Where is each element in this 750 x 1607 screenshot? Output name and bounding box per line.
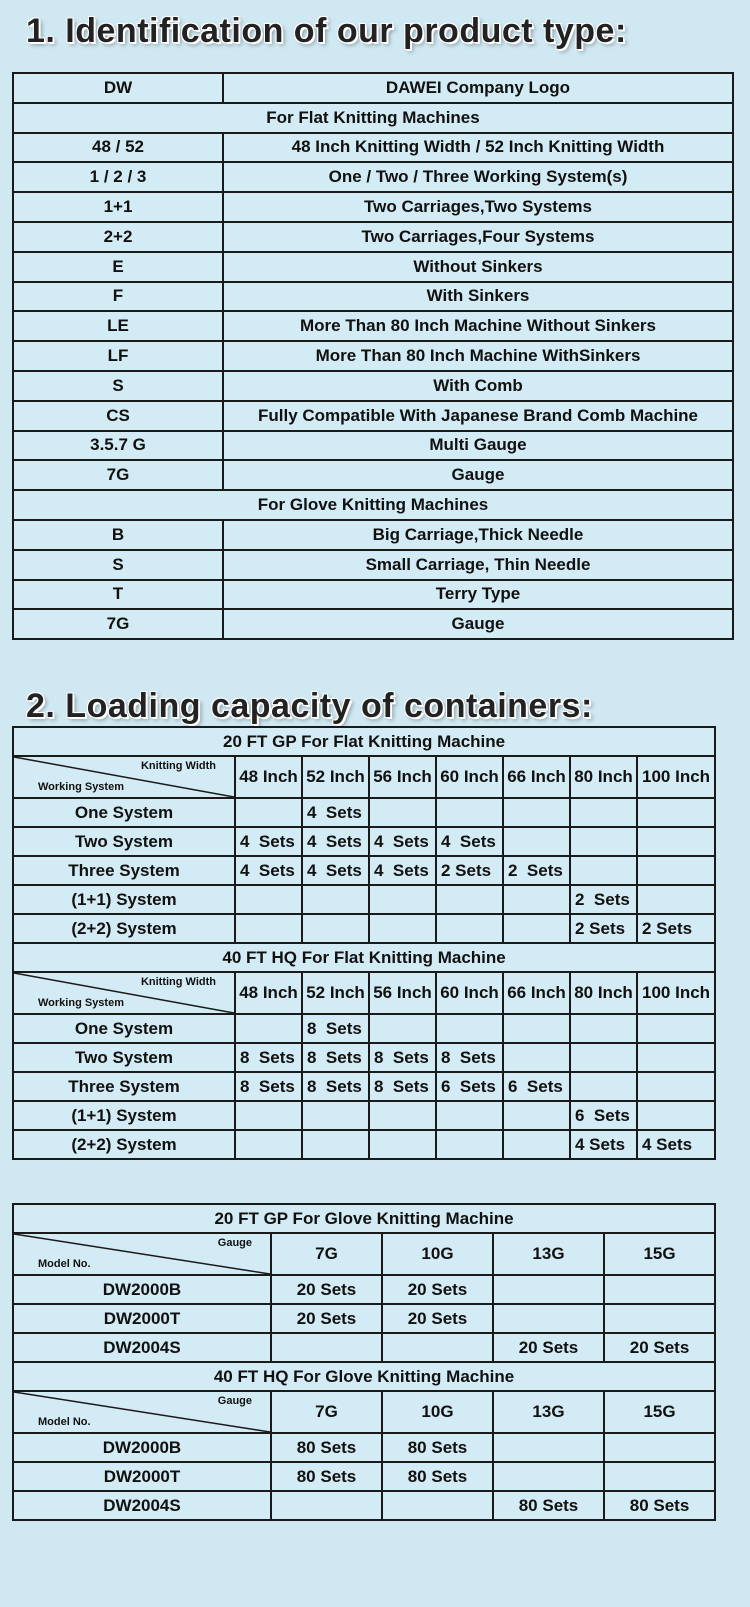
value-cell: 20 Sets [493,1333,604,1362]
description-cell: Small Carriage, Thin Needle [223,550,733,580]
code-cell: 2+2 [13,222,223,252]
value-cell [235,798,302,827]
table-row [13,1304,715,1333]
column-header: 100 Inch [637,756,715,798]
column-header: 56 Inch [369,756,436,798]
value-cell [382,1333,493,1362]
table-row [13,311,733,341]
block-title-row [13,943,715,972]
section-heading-loading-capacity: 2. Loading capacity of containers: [26,687,593,725]
value-cell: 6 Sets [503,1072,570,1101]
block-title-row [13,1204,715,1233]
value-cell [503,1043,570,1072]
code-cell: LE [13,311,223,341]
section-title: For Flat Knitting Machines [13,103,733,133]
description-cell: Two Carriages,Four Systems [223,222,733,252]
value-cell [604,1275,715,1304]
table-row [13,798,715,827]
value-cell [503,914,570,943]
table-row [13,460,733,490]
table-row [13,1014,715,1043]
value-cell: 80 Sets [382,1433,493,1462]
description-cell: One / Two / Three Working System(s) [223,162,733,192]
glove-machine-capacity-table [12,1203,716,1521]
value-cell [604,1433,715,1462]
value-cell [369,1014,436,1043]
block-title: 40 FT HQ For Flat Knitting Machine [13,943,715,972]
code-cell: 7G [13,460,223,490]
table-row [13,1462,715,1491]
product-type-table [12,72,734,640]
code-cell: T [13,580,223,610]
table-row [13,282,733,312]
code-cell: F [13,282,223,312]
value-cell: 80 Sets [271,1462,382,1491]
description-cell: Gauge [223,460,733,490]
table-row [13,1275,715,1304]
column-header: 10G [382,1233,493,1275]
value-cell: 4 Sets [436,827,503,856]
table-row [13,609,733,639]
table-row [13,1072,715,1101]
value-cell [637,1101,715,1130]
value-cell [503,798,570,827]
table-row [13,520,733,550]
value-cell: 4 Sets [570,1130,637,1159]
section-row [13,490,733,520]
description-cell: With Comb [223,371,733,401]
value-cell [604,1304,715,1333]
table-row [13,1491,715,1520]
column-header: 10G [382,1391,493,1433]
value-cell [382,1491,493,1520]
value-cell [637,1043,715,1072]
description-cell: Terry Type [223,580,733,610]
value-cell [637,885,715,914]
value-cell: 2 Sets [637,914,715,943]
value-cell: 20 Sets [604,1333,715,1362]
value-cell: 20 Sets [382,1304,493,1333]
column-header: 52 Inch [302,972,369,1014]
table-row [13,914,715,943]
block-title-row [13,727,715,756]
column-axis-label: Gauge [217,1395,252,1407]
block-title-row [13,1362,715,1391]
value-cell [436,1101,503,1130]
value-cell: 20 Sets [271,1275,382,1304]
value-cell [637,827,715,856]
table-row [13,1130,715,1159]
column-header: 48 Inch [235,756,302,798]
value-cell: 8 Sets [235,1072,302,1101]
table-row [13,580,733,610]
header-row [13,972,715,1014]
code-cell: 3.5.7 G [13,431,223,461]
value-cell [493,1304,604,1333]
table-row [13,885,715,914]
column-header: 15G [604,1233,715,1275]
block-title: 40 FT HQ For Glove Knitting Machine [13,1362,715,1391]
value-cell [503,885,570,914]
row-label: (1+1) System [13,885,235,914]
value-cell: 8 Sets [302,1014,369,1043]
value-cell: 80 Sets [604,1491,715,1520]
table-row [13,1433,715,1462]
value-cell: 2 Sets [570,885,637,914]
code-cell: E [13,252,223,282]
table-row [13,856,715,885]
value-cell [503,1014,570,1043]
value-cell [369,1130,436,1159]
value-cell [637,1014,715,1043]
table-row [13,1101,715,1130]
value-cell [369,885,436,914]
value-cell [503,827,570,856]
code-cell: S [13,371,223,401]
value-cell [271,1491,382,1520]
value-cell: 8 Sets [436,1043,503,1072]
value-cell: 8 Sets [369,1072,436,1101]
row-label: Three System [13,856,235,885]
description-cell: 48 Inch Knitting Width / 52 Inch Knitting Width [223,133,733,163]
description-cell: More Than 80 Inch Machine WithSinkers [223,341,733,371]
value-cell [493,1462,604,1491]
value-cell [570,1014,637,1043]
value-cell: 4 Sets [637,1130,715,1159]
value-cell [235,885,302,914]
table-row [13,341,733,371]
row-label: (2+2) System [13,1130,235,1159]
table-row [13,1043,715,1072]
value-cell: 8 Sets [235,1043,302,1072]
value-cell [302,914,369,943]
flat-machine-capacity-table [12,726,716,1160]
value-cell [503,1101,570,1130]
row-label: DW2000B [13,1433,271,1462]
description-cell: Gauge [223,609,733,639]
value-cell: 2 Sets [570,914,637,943]
value-cell [302,1101,369,1130]
value-cell [436,798,503,827]
row-label: DW2000T [13,1304,271,1333]
table-row [13,192,733,222]
value-cell [235,914,302,943]
section-row [13,103,733,133]
row-label: Three System [13,1072,235,1101]
diagonal-header-cell [13,1391,271,1433]
description-cell: More Than 80 Inch Machine Without Sinkers [223,311,733,341]
row-label: Two System [13,1043,235,1072]
value-cell [369,914,436,943]
code-cell: 48 / 52 [13,133,223,163]
value-cell [637,856,715,885]
column-header: 13G [493,1391,604,1433]
value-cell: 6 Sets [436,1072,503,1101]
table-row [13,162,733,192]
code-cell: S [13,550,223,580]
value-cell [436,914,503,943]
value-cell [637,798,715,827]
value-cell: 2 Sets [436,856,503,885]
table-row [13,1333,715,1362]
column-header: 56 Inch [369,972,436,1014]
value-cell [503,1130,570,1159]
table-row [13,550,733,580]
header-row [13,1391,715,1433]
column-header: 7G [271,1233,382,1275]
description-cell: Without Sinkers [223,252,733,282]
table-row [13,431,733,461]
row-label: DW2004S [13,1333,271,1362]
column-axis-label: Gauge [217,1237,252,1249]
column-header: 66 Inch [503,972,570,1014]
code-cell: LF [13,341,223,371]
column-header: 52 Inch [302,756,369,798]
value-cell [369,798,436,827]
value-cell [436,885,503,914]
diagonal-header-cell [13,756,235,798]
description-cell: Multi Gauge [223,431,733,461]
value-cell: 80 Sets [493,1491,604,1520]
section-heading-identification: 1. Identification of our product type: [26,12,627,50]
row-label: One System [13,1014,235,1043]
value-cell: 2 Sets [503,856,570,885]
value-cell [570,1043,637,1072]
column-header: 80 Inch [570,972,637,1014]
description-cell: Fully Compatible With Japanese Brand Comb Machine [223,401,733,431]
description-cell: With Sinkers [223,282,733,312]
value-cell: 4 Sets [369,827,436,856]
table-row [13,73,733,103]
description-cell: Big Carriage,Thick Needle [223,520,733,550]
value-cell [369,1101,436,1130]
column-header: 100 Inch [637,972,715,1014]
block-title: 20 FT GP For Flat Knitting Machine [13,727,715,756]
code-cell: 7G [13,609,223,639]
value-cell: 80 Sets [382,1462,493,1491]
table-row [13,371,733,401]
code-cell: 1 / 2 / 3 [13,162,223,192]
row-axis-label: Model No. [38,1258,91,1270]
row-axis-label: Model No. [38,1416,91,1428]
value-cell [570,827,637,856]
value-cell [493,1275,604,1304]
row-label: (2+2) System [13,914,235,943]
section-title: For Glove Knitting Machines [13,490,733,520]
row-label: One System [13,798,235,827]
value-cell: 4 Sets [235,856,302,885]
value-cell [235,1014,302,1043]
value-cell [570,798,637,827]
code-cell: DW [13,73,223,103]
value-cell: 4 Sets [235,827,302,856]
code-cell: 1+1 [13,192,223,222]
column-header: 48 Inch [235,972,302,1014]
value-cell [436,1130,503,1159]
column-header: 15G [604,1391,715,1433]
value-cell: 8 Sets [302,1072,369,1101]
header-row [13,1233,715,1275]
description-cell: DAWEI Company Logo [223,73,733,103]
header-row [13,756,715,798]
description-cell: Two Carriages,Two Systems [223,192,733,222]
column-header: 60 Inch [436,756,503,798]
value-cell: 4 Sets [302,798,369,827]
value-cell [570,1072,637,1101]
value-cell: 6 Sets [570,1101,637,1130]
column-header: 80 Inch [570,756,637,798]
diagonal-header-cell [13,972,235,1014]
column-axis-label: Knitting Width [140,976,216,988]
value-cell: 20 Sets [382,1275,493,1304]
value-cell [302,1130,369,1159]
value-cell [235,1101,302,1130]
table-row [13,252,733,282]
value-cell: 8 Sets [369,1043,436,1072]
column-header: 13G [493,1233,604,1275]
value-cell [570,856,637,885]
column-header: 66 Inch [503,756,570,798]
row-label: DW2004S [13,1491,271,1520]
value-cell: 4 Sets [302,827,369,856]
table-row [13,222,733,252]
code-cell: B [13,520,223,550]
value-cell [493,1433,604,1462]
table-row [13,401,733,431]
row-axis-label: Working System [38,997,124,1009]
value-cell [302,885,369,914]
value-cell: 8 Sets [302,1043,369,1072]
row-label: Two System [13,827,235,856]
value-cell: 4 Sets [302,856,369,885]
value-cell: 4 Sets [369,856,436,885]
value-cell: 20 Sets [271,1304,382,1333]
value-cell [604,1462,715,1491]
block-title: 20 FT GP For Glove Knitting Machine [13,1204,715,1233]
row-label: (1+1) System [13,1101,235,1130]
column-axis-label: Knitting Width [140,760,216,772]
row-label: DW2000T [13,1462,271,1491]
diagonal-header-cell [13,1233,271,1275]
column-header: 7G [271,1391,382,1433]
value-cell: 80 Sets [271,1433,382,1462]
value-cell [436,1014,503,1043]
value-cell [235,1130,302,1159]
value-cell [637,1072,715,1101]
column-header: 60 Inch [436,972,503,1014]
table-row [13,827,715,856]
table-row [13,133,733,163]
value-cell [271,1333,382,1362]
code-cell: CS [13,401,223,431]
row-axis-label: Working System [38,781,124,793]
row-label: DW2000B [13,1275,271,1304]
